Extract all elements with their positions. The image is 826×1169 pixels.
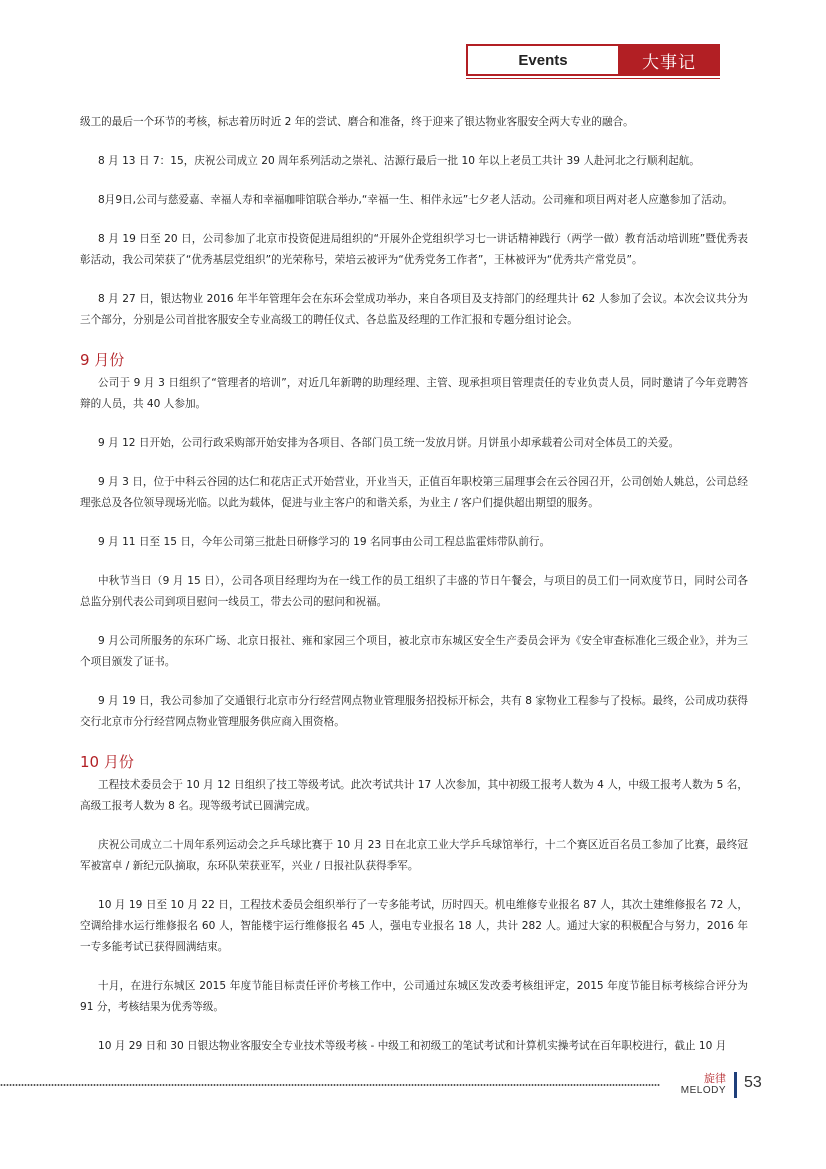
brand-divider: [734, 1072, 737, 1098]
paragraph: 工程技术委员会于 10 月 12 日组织了技工等级考试。此次考试共计 17 人次参加，其中初级工报考人数为 4 人，中级工报考人数为 5 名，高级工报考人数为 8 名。现等级考试已圆满完成。: [80, 779, 748, 812]
paragraph: 9 月 19 日，我公司参加了交通银行北京市分行经营网点物业管理服务招投标开标会，共有 8 家物业工程参与了投标。最终，公司成功获得交行北京市分行经营网点物业管理服务供应商入围资格。: [80, 695, 748, 728]
page-number: 53: [744, 1074, 762, 1091]
article-body: [80, 112, 748, 1075]
month-heading-september: 9 月份: [80, 351, 125, 369]
paragraph: 9 月 11 日至 15 日，今年公司第三批赴日研修学习的 19 名同事由公司工程总监霍炜带队前行。: [98, 536, 551, 548]
paragraph: 9 月公司所服务的东环广场、北京日报社、雍和家园三个项目，被北京市东城区安全生产委员会评为《安全审查标准化三级企业》，并为三个项目颁发了证书。: [80, 635, 748, 668]
paragraph: 8月9日,公司与慈爱嘉、幸福人寿和幸福咖啡馆联合举办,“幸福一生、相伴永远”七夕老人活动。公司雍和项目两对老人应邀参加了活动。: [98, 194, 734, 206]
header-rule: [466, 78, 720, 79]
paragraph: 9 月 12 日开始，公司行政采购部开始安排为各项目、各部门员工统一发放月饼。月饼虽小却承载着公司对全体员工的关爱。: [98, 437, 680, 449]
brand-en: MELODY: [680, 1085, 726, 1096]
magazine-brand: [676, 1072, 726, 1097]
month-heading-october: 10 月份: [80, 753, 134, 771]
footer-dotted-rule: [0, 1083, 660, 1087]
header-events-label: Events: [466, 44, 618, 76]
paragraph: 8 月 13 日 7：15，庆祝公司成立 20 周年系列活动之崇礼、沽源行最后一批 10 年以上老员工共计 39 人赴河北之行顺利起航。: [98, 155, 700, 167]
section-header: [466, 44, 720, 76]
paragraph: 十月，在进行东城区 2015 年度节能目标责任评价考核工作中，公司通过东城区发改委考核组评定，2015 年度节能目标考核综合评分为 91 分，考核结果为优秀等级。: [80, 980, 748, 1013]
paragraph: 8 月 19 日至 20 日，公司参加了北京市投资促进局组织的“开展外企党组织学习七一讲话精神践行（两学一做）教育活动培训班”暨优秀表彰活动，我公司荣获了“优秀基层党组织”的光荣称号，荣培云被评为“优秀党务工作者”，王林被评为“优秀共产常党员”。: [80, 233, 748, 266]
paragraph: 8 月 27 日，银达物业 2016 年半年管理年会在东环会堂成功举办，来自各项目及支持部门的经理共计 62 人参加了会议。本次会议共分为三个部分，分别是公司首批客服安全专业高级工的聘任仪式、各总监及经理的工作汇报和专题分组讨论会。: [80, 293, 748, 326]
paragraph: 10 月 19 日至 10 月 22 日，工程技术委员会组织举行了一专多能考试，历时四天。机电维修专业报名 87 人，其次土建维修报名 72 人，空调给排水运行维修报名 60 人，智能楼宇运行维修报名 45 人，强电专业报名 18 人，共计 282 人。通过大家的积极配合与努力，2016 年一专多能考试已获得圆满结束。: [80, 899, 748, 953]
paragraph: 10 月 29 日和 30 日银达物业客服安全专业技术等级考核 - 中级工和初级工的笔试考试和计算机实操考试在百年职校进行，截止 10 月: [98, 1040, 727, 1052]
header-events-cn-label: 大事记: [618, 44, 720, 76]
paragraph: 级工的最后一个环节的考核，标志着历时近 2 年的尝试、磨合和准备，终于迎来了银达物业客服安全两大专业的融合。: [80, 116, 634, 128]
paragraph: 9 月 3 日，位于中科云谷园的达仁和花店正式开始营业，开业当天，正值百年职校第三届理事会在云谷园召开，公司创始人姚总，公司总经理张总及各位领导现场光临。以此为载体，促进与业主客户的和谐关系，为业主 / 客户们提供超出期望的服务。: [80, 476, 748, 509]
brand-cn: 旋律: [704, 1072, 726, 1085]
paragraph: 公司于 9 月 3 日组织了“管理者的培训”，对近几年新聘的助理经理、主管、现承担项目管理责任的专业负责人员，同时邀请了今年竞聘答辩的人员，共 40 人参加。: [80, 377, 748, 410]
paragraph: 庆祝公司成立二十周年系列运动会之乒乓球比赛于 10 月 23 日在北京工业大学乒乓球馆举行，十二个赛区近百名员工参加了比赛，最终冠军被富卓 / 新纪元队摘取，东环队荣获亚军，兴业 / 日报社队获得季军。: [80, 839, 748, 872]
paragraph: 中秋节当日（9 月 15 日），公司各项目经理均为在一线工作的员工组织了丰盛的节日午餐会，与项目的员工们一同欢度节日，同时公司各总监分别代表公司到项目慰问一线员工，带去公司的慰问和祝福。: [80, 575, 748, 608]
